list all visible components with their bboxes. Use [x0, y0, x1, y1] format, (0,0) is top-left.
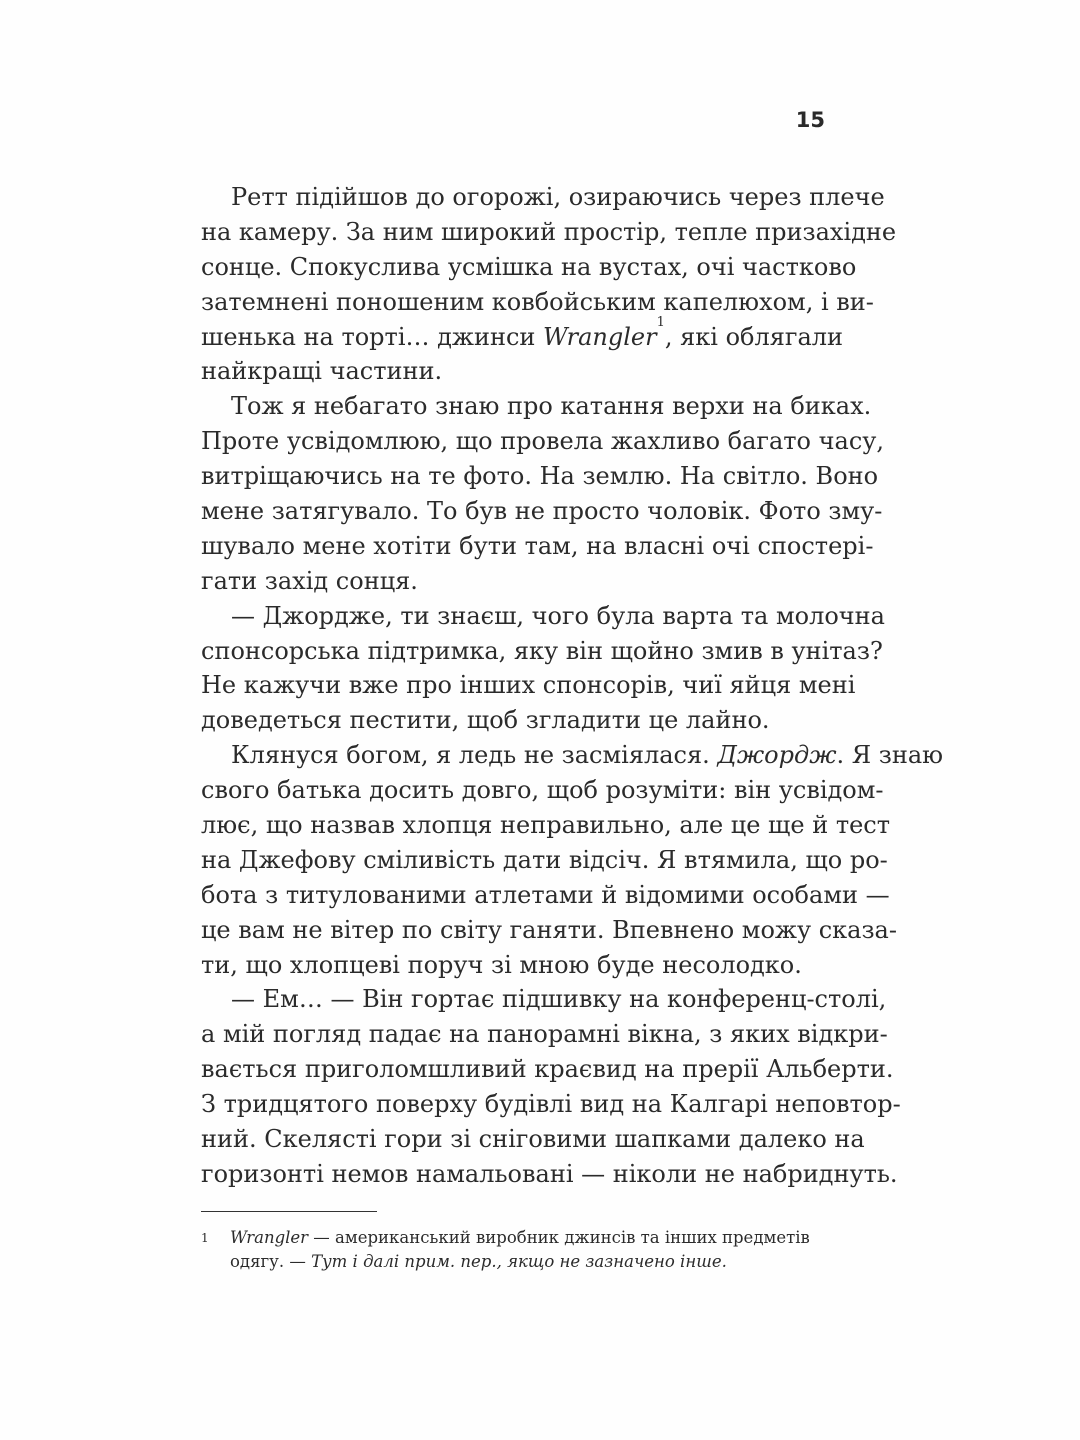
- text-line: свого батька досить довго, щоб розуміти: він усвідом-: [201, 776, 884, 805]
- text-line: З тридцятого поверху будівлі вид на Калгарі неповтор-: [201, 1090, 901, 1119]
- italic-run: Wrangler: [543, 322, 657, 351]
- text-line: — Ем… — Він гортає підшивку на конференц-столі,: [231, 985, 887, 1014]
- text-line: а мій погляд падає на панорамні вікна, з яких відкри-: [201, 1020, 888, 1049]
- text-run: , які облягали: [664, 322, 843, 351]
- text-line: мене затягувало. То був не просто чоловік. Фото зму-: [201, 497, 883, 526]
- text-run: . Я знаю: [836, 741, 944, 770]
- text-line: шувало мене хотіти бути там, на власні очі спостері-: [201, 531, 874, 560]
- main-text: [201, 180, 944, 1192]
- footnote-line: [201, 1226, 827, 1250]
- text-line: Тож я небагато знаю про катання верхи на биках.: [231, 392, 872, 421]
- text-line: горизонті немов намальовані — ніколи не набриднуть.: [201, 1159, 898, 1188]
- text-line: бота з титулованими атлетами й відомими особами —: [201, 880, 890, 909]
- text-line: найкращі частини.: [201, 357, 443, 386]
- text-run: шенька на торті… джинси: [201, 322, 544, 351]
- text-line: витріщаючись на те фото. На землю. На світло. Воно: [201, 462, 879, 491]
- text-line: [201, 738, 944, 773]
- text-line: гати захід сонця.: [201, 566, 418, 595]
- footnote: [201, 1226, 827, 1274]
- text-run: Клянуся богом, я ледь не засміялася.: [231, 741, 718, 770]
- footnote-divider: [201, 1211, 377, 1212]
- text-line: доведеться пестити, щоб згладити це лайно.: [201, 706, 770, 735]
- text-line: ний. Скелясті гори зі сніговими шапками далеко на: [201, 1125, 865, 1154]
- italic-run: Джордж: [717, 741, 837, 770]
- footnote-reference: 1: [656, 314, 665, 330]
- text-line: [201, 314, 843, 355]
- text-line: Не кажучи вже про інших спонсорів, чиї яйця мені: [201, 671, 856, 700]
- footnote-translator-note: Тут і далі прим. пер., якщо не зазначено інше.: [311, 1252, 727, 1271]
- footnote-text: одягу. —: [230, 1252, 312, 1271]
- page-number: 15: [795, 108, 825, 132]
- text-line: на Джефову сміливість дати відсіч. Я втямила, що ро-: [201, 845, 888, 874]
- text-line: ти, що хлопцеві поруч зі мною буде несолодко.: [201, 950, 802, 979]
- text-line: Проте усвідомлюю, що провела жахливо багато часу,: [201, 427, 885, 456]
- footnote-marker: 1: [201, 1231, 209, 1245]
- text-line: вається приголомшливий краєвид на прерії Альберти.: [201, 1055, 894, 1084]
- text-line: сонце. Спокуслива усмішка на вустах, очі частково: [201, 252, 857, 281]
- text-line: затемнені поношеним ковбойським капелюхом, і ви-: [201, 287, 874, 316]
- text-line: — Джордже, ти знаєш, чого була варта та молочна: [231, 601, 885, 630]
- footnote-term: Wrangler: [230, 1228, 309, 1247]
- footnote-text: — американський виробник джинсів та інших предметів: [308, 1228, 810, 1247]
- text-line: лює, що назвав хлопця неправильно, але це ще й тест: [201, 811, 891, 840]
- text-line: спонсорська підтримка, яку він щойно змив в унітаз?: [201, 636, 883, 665]
- footnote-line: [201, 1250, 827, 1274]
- text-line: це вам не вітер по світу ганяти. Впевнено можу сказа-: [201, 915, 897, 944]
- text-line: Ретт підійшов до огорожі, озираючись через плече: [231, 183, 885, 211]
- text-line: на камеру. За ним широкий простір, тепле призахідне: [201, 217, 897, 246]
